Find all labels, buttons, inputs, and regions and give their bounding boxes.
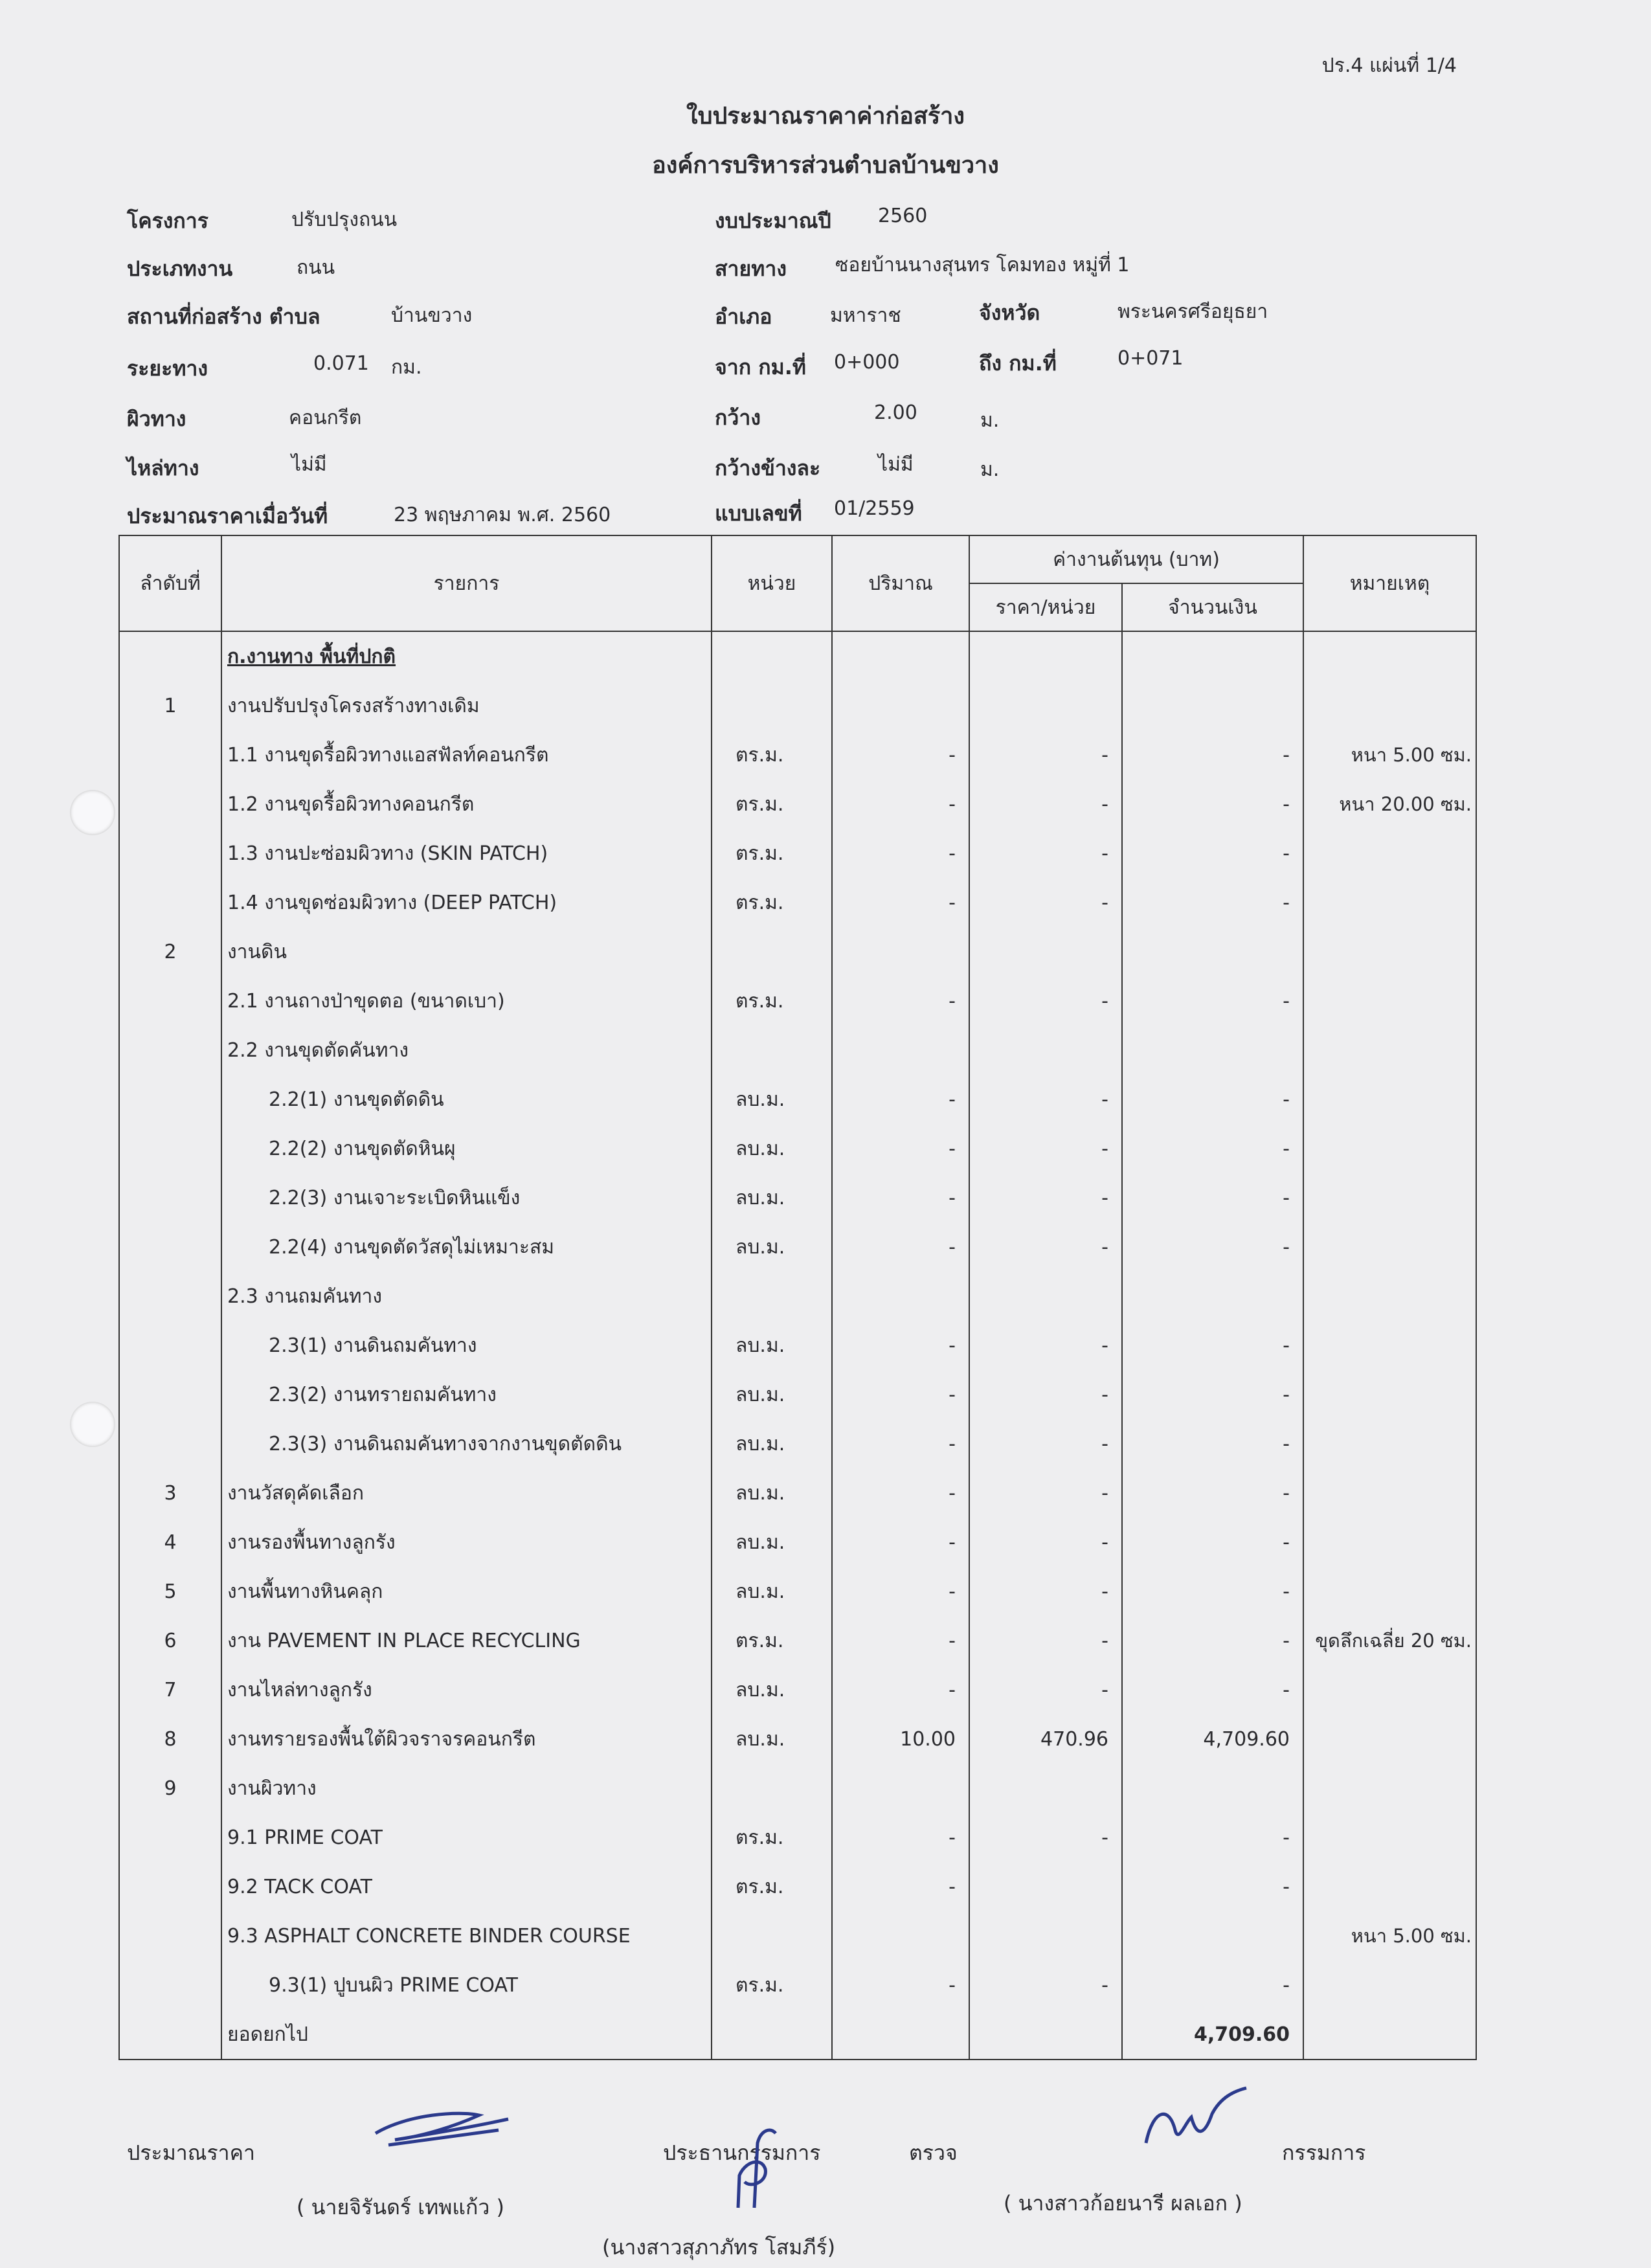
row-item: 2.2(4) งานขุดตัดวัสดุไม่เหมาะสม: [221, 1222, 712, 1272]
budget-year-value: 2560: [878, 205, 928, 227]
row-amount: -: [1122, 1813, 1303, 1862]
to-km-value: 0+071: [1118, 347, 1184, 370]
row-item: งานไหล่ทางลูกรัง: [221, 1665, 712, 1714]
row-remark: [1303, 1468, 1476, 1518]
row-unit-price: 470.96: [969, 1714, 1122, 1764]
row-quantity: -: [832, 976, 969, 1026]
row-unit: ลบ.ม.: [712, 1173, 832, 1222]
row-amount: [1122, 1764, 1303, 1813]
row-quantity: -: [832, 878, 969, 927]
row-amount: -: [1122, 1468, 1303, 1518]
estimate-date-value: 23 พฤษภาคม พ.ศ. 2560: [394, 504, 611, 526]
row-number: [119, 976, 221, 1026]
row-remark: [1303, 878, 1476, 927]
estimate-date-label: ประมาณราคาเมื่อวันที่: [127, 504, 328, 528]
row-remark: [1303, 1222, 1476, 1272]
table-row: [119, 927, 1476, 976]
distance-value: 0.071: [313, 352, 369, 375]
row-remark: [1303, 1272, 1476, 1321]
table-row: [119, 1714, 1476, 1764]
row-remark: [1303, 1714, 1476, 1764]
province-value: พระนครศรีอยุธยา: [1118, 300, 1268, 323]
table-row: [119, 1518, 1476, 1567]
row-unit-price: -: [969, 1468, 1122, 1518]
row-unit-price: -: [969, 1173, 1122, 1222]
row-unit-price: -: [969, 976, 1122, 1026]
row-quantity: [832, 1026, 969, 1075]
row-quantity: -: [832, 1173, 969, 1222]
row-remark: หนา 5.00 ซม.: [1303, 730, 1476, 780]
row-amount: -: [1122, 780, 1303, 829]
width-label: กว้าง: [715, 405, 761, 430]
row-unit-price: -: [969, 878, 1122, 927]
row-unit: ตร.ม.: [712, 1960, 832, 2010]
row-number: [119, 1862, 221, 1911]
row-unit: [712, 1026, 832, 1075]
row-unit: [712, 1272, 832, 1321]
row-remark: [1303, 976, 1476, 1026]
table-row: [119, 1173, 1476, 1222]
table-row: [119, 780, 1476, 829]
row-quantity: -: [832, 1813, 969, 1862]
row-item: 1.2 งานขุดรื้อผิวทางคอนกรีต: [221, 780, 712, 829]
row-amount: [1122, 927, 1303, 976]
row-item: งานผิวทาง: [221, 1764, 712, 1813]
row-amount: [1122, 681, 1303, 730]
row-amount: -: [1122, 1518, 1303, 1567]
estimator-name: ( นายจิรันดร์ เทพแก้ว ): [297, 2195, 504, 2219]
row-amount: -: [1122, 976, 1303, 1026]
work-type-label: ประเภทงาน: [127, 256, 233, 281]
table-row: [119, 1222, 1476, 1272]
row-unit-price: [969, 2010, 1122, 2060]
table-row: [119, 829, 1476, 878]
row-quantity: -: [832, 1862, 969, 1911]
location-label: สถานที่ก่อสร้าง ตำบล: [127, 304, 320, 329]
estimator-label: ประมาณราคา: [127, 2140, 255, 2165]
row-unit: ลบ.ม.: [712, 1665, 832, 1714]
row-number: 6: [119, 1616, 221, 1665]
row-number: 5: [119, 1567, 221, 1616]
row-number: [119, 1911, 221, 1960]
row-amount: -: [1122, 1321, 1303, 1370]
row-amount: [1122, 631, 1303, 681]
row-unit-price: -: [969, 1419, 1122, 1468]
row-remark: [1303, 1862, 1476, 1911]
row-item: 2.3(2) งานทรายถมคันทาง: [221, 1370, 712, 1419]
row-quantity: -: [832, 1222, 969, 1272]
row-amount: -: [1122, 1222, 1303, 1272]
row-item: 2.1 งานถางป่าขุดตอ (ขนาดเบา): [221, 976, 712, 1026]
row-unit: ลบ.ม.: [712, 1714, 832, 1764]
distance-unit: กม.: [391, 356, 422, 379]
row-unit: ลบ.ม.: [712, 1321, 832, 1370]
surface-label: ผิวทาง: [127, 407, 186, 431]
organization-name: องค์การบริหารส่วนตำบลบ้านขวาง: [652, 152, 999, 179]
punch-hole: [70, 1402, 115, 1447]
row-number: [119, 1173, 221, 1222]
row-unit: ตร.ม.: [712, 780, 832, 829]
row-unit-price: [969, 1764, 1122, 1813]
table-row: [119, 1567, 1476, 1616]
row-unit: ตร.ม.: [712, 1616, 832, 1665]
row-unit-price: -: [969, 1567, 1122, 1616]
row-unit-price: [969, 631, 1122, 681]
row-number: [119, 1222, 221, 1272]
table-row: [119, 1370, 1476, 1419]
row-remark: ขุดลึกเฉลี่ย 20 ซม.: [1303, 1616, 1476, 1665]
row-amount: [1122, 1911, 1303, 1960]
table-row: [119, 1321, 1476, 1370]
row-amount: -: [1122, 1567, 1303, 1616]
row-number: 7: [119, 1665, 221, 1714]
row-unit: ตร.ม.: [712, 976, 832, 1026]
row-number: [119, 1960, 221, 2010]
row-number: 4: [119, 1518, 221, 1567]
row-unit-price: -: [969, 1813, 1122, 1862]
project-value: ปรับปรุงถนน: [291, 208, 398, 231]
table-row: [119, 878, 1476, 927]
row-item: 2.3 งานถมคันทาง: [221, 1272, 712, 1321]
row-number: [119, 1272, 221, 1321]
row-amount: 4,709.60: [1122, 1714, 1303, 1764]
row-unit: ลบ.ม.: [712, 1518, 832, 1567]
row-number: [119, 631, 221, 681]
row-amount: -: [1122, 1075, 1303, 1124]
row-quantity: -: [832, 829, 969, 878]
table-row: [119, 1075, 1476, 1124]
row-quantity: [832, 1764, 969, 1813]
row-quantity: [832, 1272, 969, 1321]
row-remark: [1303, 927, 1476, 976]
row-amount: -: [1122, 829, 1303, 878]
sheet-number: ปร.4 แผ่นที่ 1/4: [1321, 54, 1457, 77]
committee-signature: [1140, 2085, 1250, 2156]
row-unit-price: [969, 1911, 1122, 1960]
row-quantity: -: [832, 1616, 969, 1665]
district-value: มหาราช: [830, 304, 901, 327]
row-amount: -: [1122, 1665, 1303, 1714]
row-unit: ลบ.ม.: [712, 1419, 832, 1468]
row-remark: [1303, 2010, 1476, 2060]
row-unit-price: -: [969, 1665, 1122, 1714]
row-amount: -: [1122, 730, 1303, 780]
table-row: [119, 730, 1476, 780]
distance-label: ระยะทาง: [127, 356, 208, 381]
row-unit-price: [969, 1026, 1122, 1075]
shoulder-value: ไม่มี: [291, 453, 327, 476]
row-amount: [1122, 1026, 1303, 1075]
row-unit-price: -: [969, 829, 1122, 878]
header-unit: หน่วย: [712, 535, 832, 631]
row-amount: 4,709.60: [1122, 2010, 1303, 2060]
header-qty: ปริมาณ: [832, 535, 969, 631]
row-number: [119, 878, 221, 927]
row-unit: ตร.ม.: [712, 878, 832, 927]
row-quantity: -: [832, 1370, 969, 1419]
province-label: จังหวัด: [979, 300, 1040, 325]
row-number: 3: [119, 1468, 221, 1518]
surface-value: คอนกรีต: [289, 407, 362, 429]
row-remark: [1303, 1567, 1476, 1616]
row-remark: [1303, 681, 1476, 730]
location-value: บ้านขวาง: [391, 304, 473, 327]
row-item: 9.3(1) ปูบนผิว PRIME COAT: [221, 1960, 712, 2010]
row-number: [119, 1026, 221, 1075]
row-quantity: -: [832, 1567, 969, 1616]
design-no-value: 01/2559: [834, 497, 915, 520]
row-quantity: -: [832, 1960, 969, 2010]
table-row: [119, 2010, 1476, 2060]
row-remark: [1303, 1321, 1476, 1370]
row-remark: [1303, 1370, 1476, 1419]
row-amount: -: [1122, 1419, 1303, 1468]
row-unit-price: -: [969, 1518, 1122, 1567]
row-quantity: -: [832, 780, 969, 829]
row-item: 9.3 ASPHALT CONCRETE BINDER COURSE: [221, 1911, 712, 1960]
row-unit: ตร.ม.: [712, 829, 832, 878]
table-row: [119, 1616, 1476, 1665]
row-item: งานทรายรองพื้นใต้ผิวจราจรคอนกรีต: [221, 1714, 712, 1764]
row-remark: [1303, 1026, 1476, 1075]
row-quantity: [832, 1911, 969, 1960]
punch-hole: [70, 790, 115, 835]
from-km-label: จาก กม.ที่: [715, 355, 806, 379]
row-quantity: -: [832, 1665, 969, 1714]
row-number: [119, 1370, 221, 1419]
table-row: [119, 976, 1476, 1026]
header-no: ลำดับที่: [119, 535, 221, 631]
route-value: ซอยบ้านนางสุนทร โคมทอง หมู่ที่ 1: [835, 254, 1130, 276]
design-no-label: แบบเลขที่: [715, 501, 802, 526]
row-number: [119, 1321, 221, 1370]
row-number: [119, 730, 221, 780]
row-amount: -: [1122, 1862, 1303, 1911]
row-item: งานพื้นทางหินคลุก: [221, 1567, 712, 1616]
row-unit-price: -: [969, 1075, 1122, 1124]
row-unit: ลบ.ม.: [712, 1222, 832, 1272]
row-item: 1.1 งานขุดรื้อผิวทางแอสฟัลท์คอนกรีต: [221, 730, 712, 780]
row-item: งานรองพื้นทางลูกรัง: [221, 1518, 712, 1567]
table-row: [119, 1419, 1476, 1468]
row-remark: หนา 5.00 ซม.: [1303, 1911, 1476, 1960]
row-quantity: [832, 681, 969, 730]
row-item: งาน PAVEMENT IN PLACE RECYCLING: [221, 1616, 712, 1665]
row-quantity: -: [832, 1468, 969, 1518]
table-row: [119, 1124, 1476, 1173]
row-amount: -: [1122, 1173, 1303, 1222]
side-width-value: ไม่มี: [878, 453, 914, 476]
table-row: [119, 1272, 1476, 1321]
row-item: 2.2 งานขุดตัดคันทาง: [221, 1026, 712, 1075]
row-unit: ลบ.ม.: [712, 1124, 832, 1173]
row-item: ก.งานทาง พื้นที่ปกติ: [221, 631, 712, 681]
table-row: [119, 1026, 1476, 1075]
header-cost: ค่างานต้นทุน (บาท): [969, 535, 1303, 583]
row-item: 2.3(3) งานดินถมคันทางจากงานขุดตัดดิน: [221, 1419, 712, 1468]
row-unit-price: -: [969, 1124, 1122, 1173]
side-width-label: กว้างข้างละ: [715, 456, 821, 480]
row-remark: [1303, 631, 1476, 681]
document-title: ใบประมาณราคาค่าก่อสร้าง: [686, 103, 965, 129]
table-row: [119, 1813, 1476, 1862]
row-number: 2: [119, 927, 221, 976]
row-remark: [1303, 1518, 1476, 1567]
estimator-signature: [369, 2101, 518, 2153]
row-quantity: -: [832, 730, 969, 780]
row-number: [119, 1075, 221, 1124]
row-quantity: 10.00: [832, 1714, 969, 1764]
row-amount: -: [1122, 1124, 1303, 1173]
row-item: 2.2(2) งานขุดตัดหินผุ: [221, 1124, 712, 1173]
row-amount: -: [1122, 1616, 1303, 1665]
row-unit: [712, 927, 832, 976]
row-remark: หนา 20.00 ซม.: [1303, 780, 1476, 829]
width-unit: ม.: [980, 409, 1000, 432]
budget-year-label: งบประมาณปี: [715, 208, 831, 233]
row-item: 9.1 PRIME COAT: [221, 1813, 712, 1862]
row-unit: [712, 1764, 832, 1813]
row-unit: ตร.ม.: [712, 730, 832, 780]
row-unit: ตร.ม.: [712, 1813, 832, 1862]
row-quantity: -: [832, 1124, 969, 1173]
row-number: 1: [119, 681, 221, 730]
row-number: 8: [119, 1714, 221, 1764]
row-unit-price: -: [969, 1370, 1122, 1419]
committee-label: กรรมการ: [1282, 2140, 1366, 2165]
shoulder-label: ไหล่ทาง: [127, 456, 199, 480]
row-unit-price: -: [969, 780, 1122, 829]
row-quantity: [832, 927, 969, 976]
row-remark: [1303, 1075, 1476, 1124]
row-number: [119, 780, 221, 829]
header-amount: จำนวนเงิน: [1122, 583, 1303, 631]
row-quantity: -: [832, 1321, 969, 1370]
row-amount: [1122, 1272, 1303, 1321]
chair-label: ประธานกรรมการ: [663, 2140, 821, 2165]
row-unit: ลบ.ม.: [712, 1075, 832, 1124]
row-unit: ตร.ม.: [712, 1862, 832, 1911]
row-amount: -: [1122, 1370, 1303, 1419]
row-number: [119, 1419, 221, 1468]
row-item: งานวัสดุคัดเลือก: [221, 1468, 712, 1518]
row-unit-price: -: [969, 1960, 1122, 2010]
row-unit-price: [969, 1272, 1122, 1321]
row-unit-price: [969, 1862, 1122, 1911]
table-row: [119, 681, 1476, 730]
row-remark: [1303, 1813, 1476, 1862]
row-remark: [1303, 1419, 1476, 1468]
row-unit: ลบ.ม.: [712, 1468, 832, 1518]
table-row: [119, 631, 1476, 681]
row-remark: [1303, 1124, 1476, 1173]
row-unit: [712, 681, 832, 730]
row-amount: -: [1122, 1960, 1303, 2010]
row-unit-price: -: [969, 1616, 1122, 1665]
table-row: [119, 1960, 1476, 2010]
row-item: 9.2 TACK COAT: [221, 1862, 712, 1911]
row-item: 2.2(1) งานขุดตัดดิน: [221, 1075, 712, 1124]
table-row: [119, 1665, 1476, 1714]
width-value: 2.00: [874, 401, 917, 424]
committee-name: ( นางสาวก้อยนารี ผลเอก ): [1004, 2191, 1242, 2216]
header-remark: หมายเหตุ: [1303, 535, 1476, 631]
row-item: 2.3(1) งานดินถมคันทาง: [221, 1321, 712, 1370]
row-remark: [1303, 1173, 1476, 1222]
row-number: [119, 2010, 221, 2060]
row-unit-price: -: [969, 1321, 1122, 1370]
route-label: สายทาง: [715, 256, 787, 281]
work-type-value: ถนน: [297, 256, 335, 279]
row-remark: [1303, 1960, 1476, 2010]
row-amount: -: [1122, 878, 1303, 927]
row-unit: ลบ.ม.: [712, 1370, 832, 1419]
row-unit-price: [969, 927, 1122, 976]
row-quantity: -: [832, 1419, 969, 1468]
row-remark: [1303, 1764, 1476, 1813]
row-unit: ลบ.ม.: [712, 1567, 832, 1616]
check-label: ตรวจ: [909, 2140, 958, 2165]
row-remark: [1303, 1665, 1476, 1714]
row-number: [119, 829, 221, 878]
chair-signature: [725, 2117, 783, 2214]
row-quantity: -: [832, 1075, 969, 1124]
row-unit: [712, 1911, 832, 1960]
row-remark: [1303, 829, 1476, 878]
row-number: [119, 1124, 221, 1173]
row-item: งานปรับปรุงโครงสร้างทางเดิม: [221, 681, 712, 730]
row-unit-price: [969, 681, 1122, 730]
row-unit: [712, 631, 832, 681]
header-unit-price: ราคา/หน่วย: [969, 583, 1122, 631]
row-item: 2.2(3) งานเจาะระเบิดหินแข็ง: [221, 1173, 712, 1222]
project-label: โครงการ: [127, 208, 208, 233]
row-item: งานดิน: [221, 927, 712, 976]
to-km-label: ถึง กม.ที่: [979, 351, 1057, 376]
district-label: อำเภอ: [715, 304, 772, 329]
row-item: ยอดยกไป: [221, 2010, 712, 2060]
chair-name: (นางสาวสุภาภัทร โสมภีร์): [602, 2235, 836, 2260]
row-item: 1.4 งานขุดซ่อมผิวทาง (DEEP PATCH): [221, 878, 712, 927]
row-number: 9: [119, 1764, 221, 1813]
row-quantity: [832, 631, 969, 681]
row-item: 1.3 งานปะซ่อมผิวทาง (SKIN PATCH): [221, 829, 712, 878]
row-unit-price: -: [969, 730, 1122, 780]
row-unit: [712, 2010, 832, 2060]
side-width-unit: ม.: [980, 458, 1000, 481]
row-quantity: [832, 2010, 969, 2060]
header-item: รายการ: [221, 535, 712, 631]
table-row: [119, 1911, 1476, 1960]
row-number: [119, 1813, 221, 1862]
table-row: [119, 1862, 1476, 1911]
table-row: [119, 1764, 1476, 1813]
row-quantity: -: [832, 1518, 969, 1567]
table-row: [119, 1468, 1476, 1518]
row-unit-price: -: [969, 1222, 1122, 1272]
estimate-table: [118, 535, 1477, 2060]
from-km-value: 0+000: [834, 351, 900, 374]
